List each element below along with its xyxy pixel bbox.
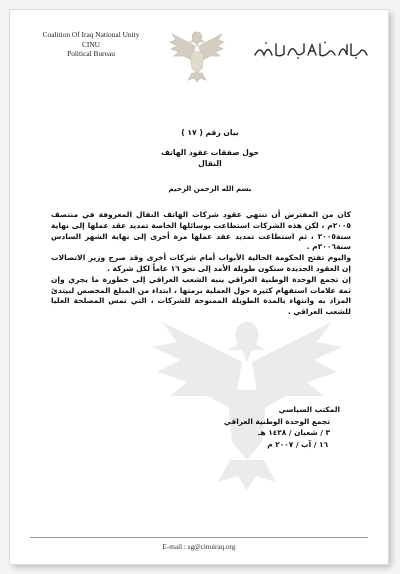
body-paragraph: كان من المفترض أن تنتهي عقود شركات الهاتف النقال المعروفة في منتصف ٢٠٠٥م ، لكن هذه الشركات استطاعت بوسائلها الخاصة تمديد عقد عملها إلى نهاية سنة٢٠٠٥ ، ثم استطاعت تمديد عقد عملها مرة أخرى إلى نهاية الشهر السادس سنة٢٠٠٦م . — [51, 210, 351, 252]
basmala: بسم الله الرحمن الرحيم — [168, 185, 252, 193]
statement-subject: حول صفقات عقود الهاتف النقال — [160, 148, 260, 168]
organization-name: Coalition Of Iraq National Unity — [42, 30, 140, 39]
footer-divider — [30, 537, 368, 538]
letterhead-english — [36, 30, 146, 59]
statement-number: بيان رقم ( ١٧ ) — [181, 128, 239, 137]
body-paragraph: واليوم تفتح الحكومة الحالية الأبواب أمام شركات أخرى وقد صرح وزير الاتصالات إن العقود الجديدة ستكون طويلة الأمد إلى نحو ١٦ عاماً لكل شركة . — [51, 253, 351, 273]
signature-organization: تجمع الوحدة الوطنية العراقي — [223, 416, 330, 426]
eagle-emblem-icon — [162, 18, 232, 88]
statement-body — [51, 210, 351, 318]
statement-heading — [150, 127, 270, 169]
document-page — [10, 10, 388, 564]
bureau-name: Political Bureau — [67, 49, 115, 59]
body-paragraph: إن تجمع الوحدة الوطنية العراقي ينبه الشعب العراقي إلى خطورة ما يجري وإن ثمة علامات استفهام كثيرة حول العملية برمتها ، ابتداء من المبلغ المخصص لبيتدئ المزاد به وانتهاء بالمدة الطويلة الممنوحة للشركات ، التي تمس المصلحة العليا للشعب العراقي . — [51, 274, 351, 317]
signature-office: المكتب السياسي — [278, 405, 340, 414]
watermark-eagle-icon — [122, 292, 372, 512]
arabic-calligraphy-logo-icon — [252, 40, 370, 60]
signature-block — [170, 404, 340, 450]
hijri-date: ٣ / شعبان / ١٤٢٨ هـ — [257, 428, 330, 437]
footer-email[interactable]: E-mail : sg@cinuiraq.org — [162, 543, 236, 551]
gregorian-date: ١٦ / آب / ٢٠٠٧ م — [267, 439, 328, 449]
organization-abbreviation: CINU — [81, 39, 101, 49]
